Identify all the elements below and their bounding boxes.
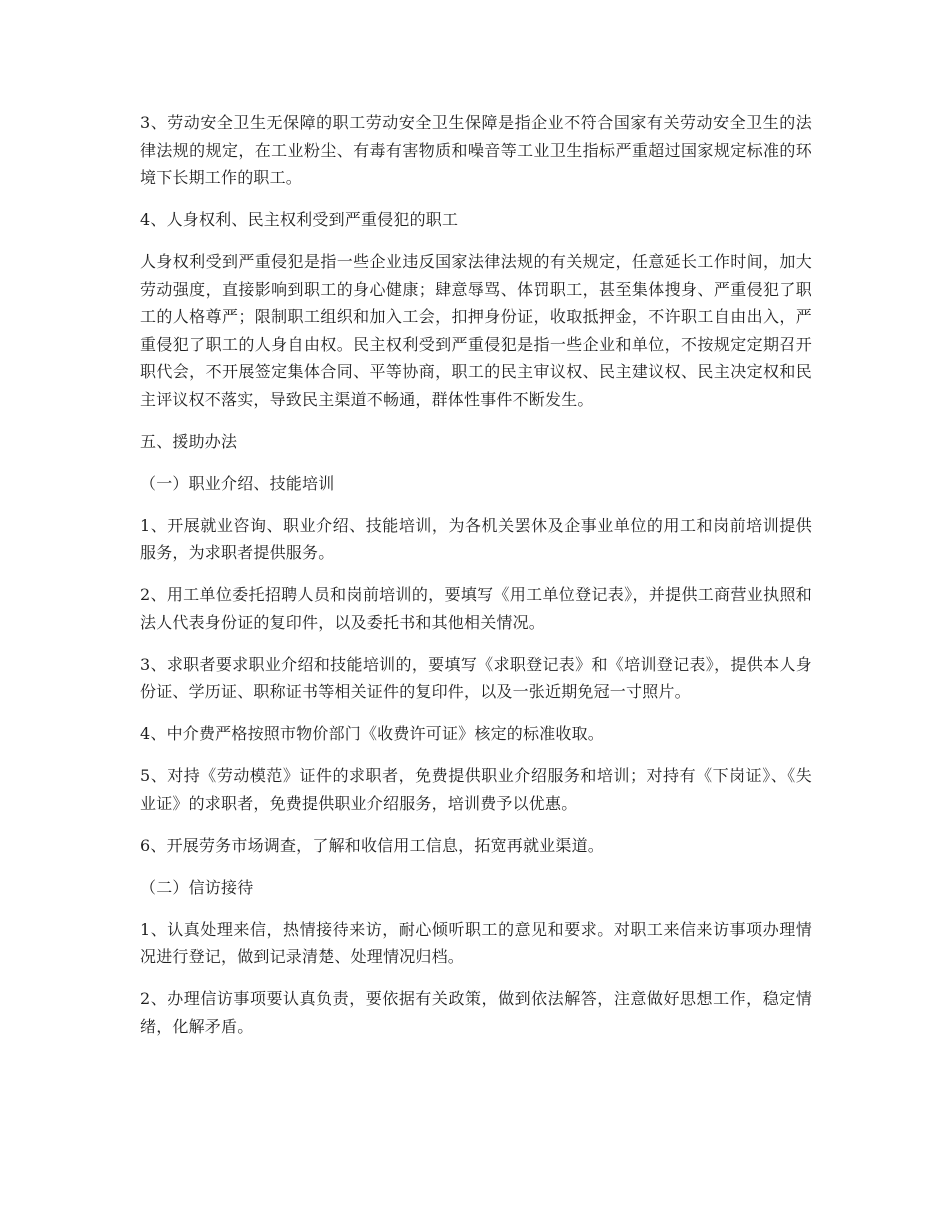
paragraph-item-3-labor-safety: 3、劳动安全卫生无保障的职工劳动安全卫生保障是指企业不符合国家有关劳动安全卫生的法律法规的规定，在工业粉尘、有毒有害物质和噪音等工业卫生指标严重超过国家规定标准的环境下长期工作的职工。 <box>140 113 812 187</box>
section-heading-assistance-methods: 五、援助办法 <box>140 431 238 451</box>
paragraph-job-item-2: 2、用工单位委托招聘人员和岗前培训的，要填写《用工单位登记表》，并提供工商营业执照和法人代表身份证的复印件，以及委托书和其他相关情况。 <box>140 585 812 632</box>
paragraph-job-item-6: 6、开展劳务市场调查，了解和收信用工信息，拓宽再就业渠道。 <box>140 835 604 855</box>
paragraph-job-item-5: 5、对持《劳动模范》证件的求职者，免费提供职业介绍服务和培训；对持有《下岗证》、《失业证》的求职者，免费提供职业介绍服务，培训费予以优惠。 <box>140 766 812 813</box>
paragraph-job-item-1: 1、开展就业咨询、职业介绍、技能培训，为各机关罢休及企事业单位的用工和岗前培训提供服务，为求职者提供服务。 <box>140 515 812 562</box>
subsection-heading-petition-reception: （二）信访接待 <box>140 877 254 897</box>
document-body <box>140 109 812 1055</box>
paragraph-job-item-4: 4、中介费严格按照市物价部门《收费许可证》核定的标准收取。 <box>140 724 604 743</box>
paragraph-item-4-heading: 4、人身权利、民主权利受到严重侵犯的职工 <box>140 210 459 229</box>
paragraph-petition-item-2: 2、办理信访事项要认真负责，要依据有关政策，做到依法解答，注意做好思想工作，稳定情绪，化解矛盾。 <box>140 989 812 1036</box>
paragraph-petition-item-1: 1、认真处理来信，热情接待来访，耐心倾听职工的意见和要求。对职工来信来访事项办理情况进行登记，做到记录清楚、处理情况归档。 <box>140 919 812 966</box>
paragraph-rights-infringement: 人身权利受到严重侵犯是指一些企业违反国家法律法规的有关规定，任意延长工作时间，加大劳动强度，直接影响到职工的身心健康；肆意辱骂、体罚职工，甚至集体搜身、严重侵犯了职工的人格尊严；限制职工组织和加入工会，扣押身份证，收取抵押金，不许职工自由出入，严重侵犯了职工的人身自由权。民主权利受到严重侵犯是指一些企业和单位，不按规定定期召开职代会，不开展签定集体合同、平等协商，职工的民主审议权、民主建议权、民主决定权和民主评议权不落实，导致民主渠道不畅通，群体性事件不断发生。 <box>140 252 812 409</box>
subsection-heading-job-training: （一）职业介绍、技能培训 <box>140 473 335 493</box>
paragraph-job-item-3: 3、求职者要求职业介绍和技能培训的，要填写《求职登记表》和《培训登记表》，提供本人身份证、学历证、职称证书等相关证件的复印件，以及一张近期免冠一寸照片。 <box>140 654 812 701</box>
